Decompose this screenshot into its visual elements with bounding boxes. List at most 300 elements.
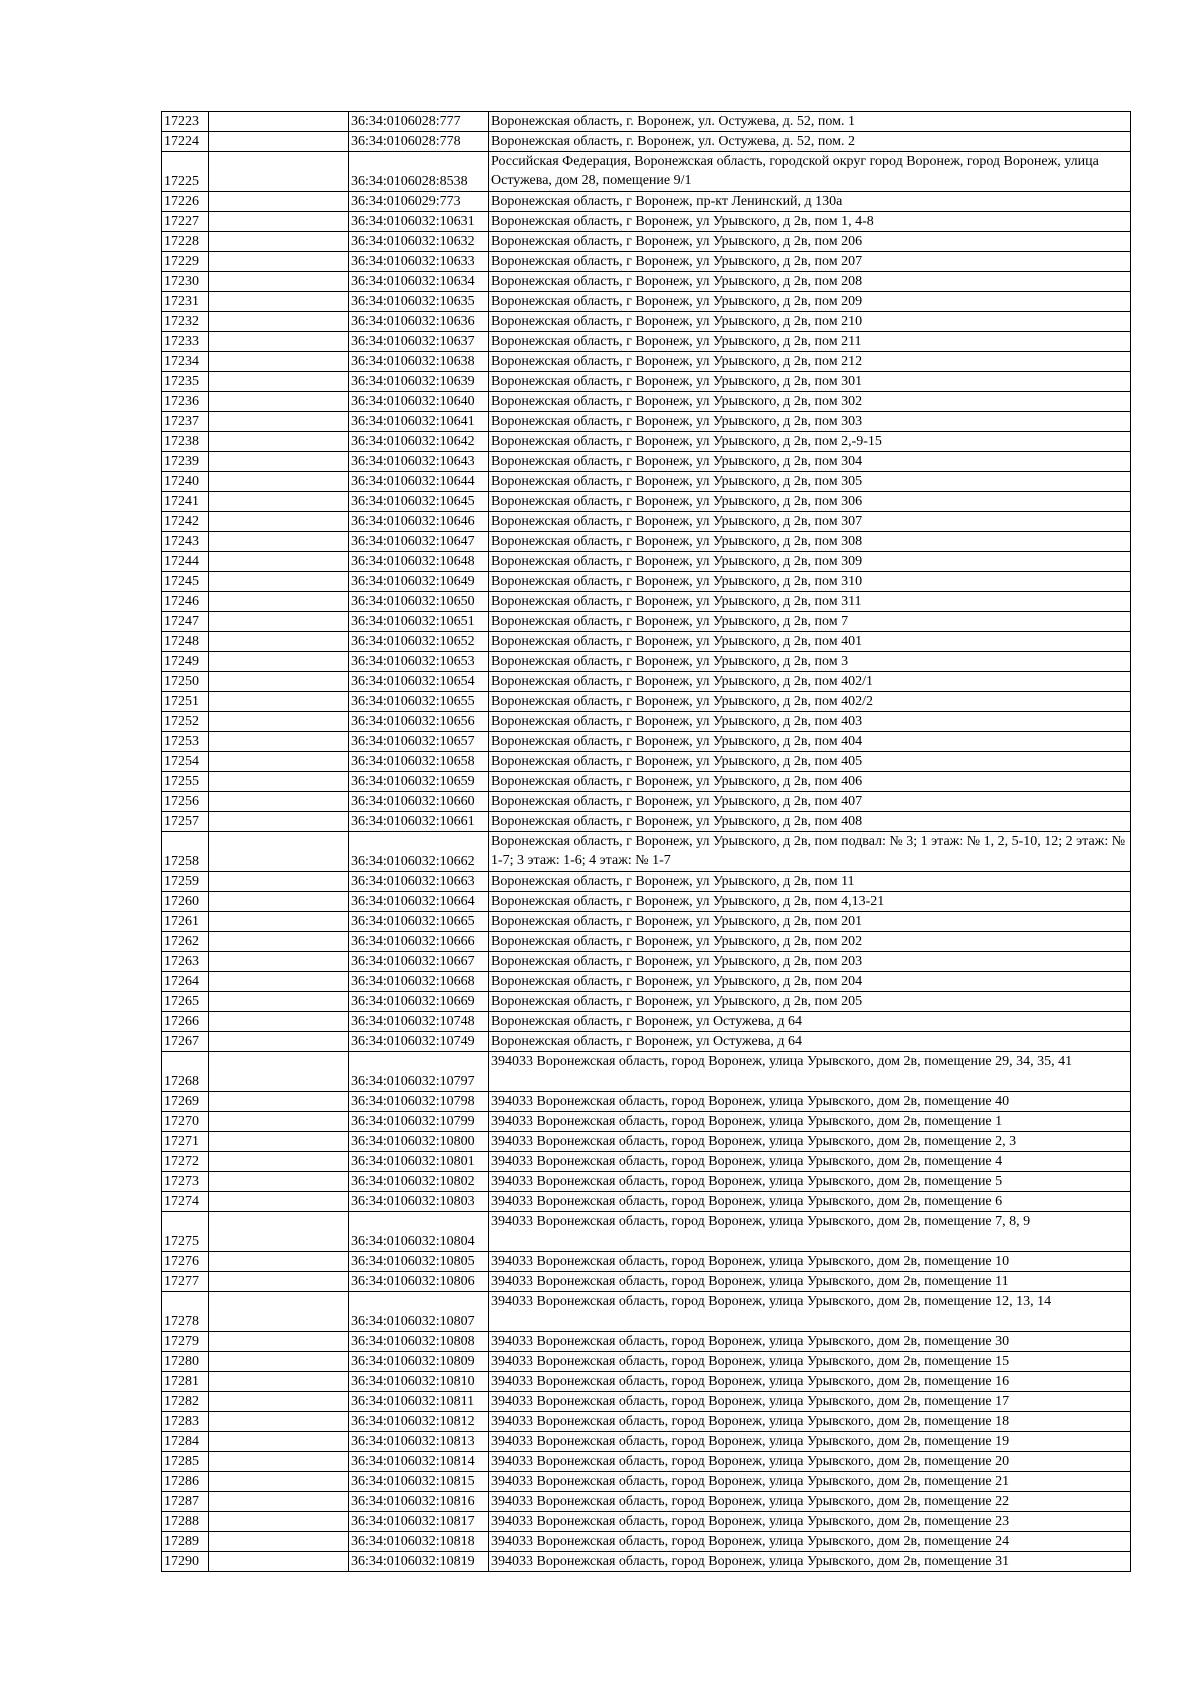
cadastral-number-cell: 36:34:0106032:10798 <box>349 1092 489 1112</box>
address-cell: Воронежская область, г Воронеж, ул Урывского, д 2в, пом 204 <box>489 972 1131 992</box>
registry-table <box>161 111 1131 1572</box>
row-number-cell: 17255 <box>162 772 209 792</box>
row-number-cell: 17238 <box>162 432 209 452</box>
address-cell: Воронежская область, г Воронеж, ул Урывского, д 2в, пом 408 <box>489 812 1131 832</box>
cadastral-number-cell: 36:34:0106032:10657 <box>349 732 489 752</box>
row-number-cell: 17246 <box>162 592 209 612</box>
cadastral-number-cell: 36:34:0106032:10811 <box>349 1392 489 1412</box>
row-number-cell: 17283 <box>162 1412 209 1432</box>
empty-cell <box>209 1552 349 1572</box>
address-cell: 394033 Воронежская область, город Воронеж, улица Урывского, дом 2в, помещение 5 <box>489 1172 1131 1192</box>
cadastral-number-cell: 36:34:0106032:10815 <box>349 1472 489 1492</box>
table-row <box>162 292 1131 312</box>
cadastral-number-cell: 36:34:0106032:10669 <box>349 992 489 1012</box>
cadastral-number-cell: 36:34:0106032:10814 <box>349 1452 489 1472</box>
empty-cell <box>209 292 349 312</box>
empty-cell <box>209 1372 349 1392</box>
row-number-cell: 17240 <box>162 472 209 492</box>
table-row <box>162 392 1131 412</box>
cadastral-number-cell: 36:34:0106028:8538 <box>349 152 489 192</box>
address-cell: 394033 Воронежская область, город Воронеж, улица Урывского, дом 2в, помещение 12, 13, 14 <box>489 1292 1131 1332</box>
row-number-cell: 17249 <box>162 652 209 672</box>
row-number-cell: 17230 <box>162 272 209 292</box>
row-number-cell: 17241 <box>162 492 209 512</box>
address-cell: Воронежская область, г Воронеж, ул Урывского, д 2в, пом 206 <box>489 232 1131 252</box>
cadastral-number-cell: 36:34:0106032:10664 <box>349 892 489 912</box>
empty-cell <box>209 792 349 812</box>
row-number-cell: 17287 <box>162 1492 209 1512</box>
cadastral-number-cell: 36:34:0106032:10819 <box>349 1552 489 1572</box>
address-cell: Воронежская область, г Воронеж, ул Урывского, д 2в, пом 209 <box>489 292 1131 312</box>
empty-cell <box>209 1472 349 1492</box>
address-cell: Воронежская область, г Воронеж, ул Урывского, д 2в, пом подвал: № 3; 1 этаж: № 1, 2, 5-10, 12; 2 этаж: № 1-7; 3 этаж: 1-6; 4 этаж: № 1-7 <box>489 832 1131 872</box>
table-row <box>162 332 1131 352</box>
table-row <box>162 1372 1131 1392</box>
address-cell: Воронежская область, г Воронеж, ул Урывского, д 2в, пом 407 <box>489 792 1131 812</box>
empty-cell <box>209 912 349 932</box>
row-number-cell: 17251 <box>162 692 209 712</box>
empty-cell <box>209 232 349 252</box>
row-number-cell: 17243 <box>162 532 209 552</box>
address-cell: Воронежская область, г Воронеж, ул Урывского, д 2в, пом 3 <box>489 652 1131 672</box>
empty-cell <box>209 972 349 992</box>
row-number-cell: 17280 <box>162 1352 209 1372</box>
table-row <box>162 752 1131 772</box>
table-row <box>162 992 1131 1012</box>
empty-cell <box>209 1452 349 1472</box>
address-cell: Воронежская область, г. Воронеж, ул. Остужева, д. 52, пом. 2 <box>489 132 1131 152</box>
address-cell: Воронежская область, г Воронеж, ул Урывского, д 2в, пом 301 <box>489 372 1131 392</box>
table-row <box>162 772 1131 792</box>
cadastral-number-cell: 36:34:0106032:10799 <box>349 1112 489 1132</box>
cadastral-number-cell: 36:34:0106032:10666 <box>349 932 489 952</box>
empty-cell <box>209 772 349 792</box>
row-number-cell: 17270 <box>162 1112 209 1132</box>
cadastral-number-cell: 36:34:0106032:10638 <box>349 352 489 372</box>
table-row <box>162 1212 1131 1252</box>
address-cell: Воронежская область, г Воронеж, пр-кт Ленинский, д 130а <box>489 192 1131 212</box>
table-row <box>162 612 1131 632</box>
address-cell: Воронежская область, г Воронеж, ул Урывского, д 2в, пом 310 <box>489 572 1131 592</box>
table-row <box>162 1012 1131 1032</box>
empty-cell <box>209 1512 349 1532</box>
address-cell: Воронежская область, г Воронеж, ул Урывского, д 2в, пом 405 <box>489 752 1131 772</box>
row-number-cell: 17269 <box>162 1092 209 1112</box>
empty-cell <box>209 312 349 332</box>
empty-cell <box>209 552 349 572</box>
empty-cell <box>209 652 349 672</box>
empty-cell <box>209 1052 349 1092</box>
address-cell: Воронежская область, г Воронеж, ул Остужева, д 64 <box>489 1012 1131 1032</box>
cadastral-number-cell: 36:34:0106029:773 <box>349 192 489 212</box>
table-row <box>162 512 1131 532</box>
row-number-cell: 17258 <box>162 832 209 872</box>
address-cell: Воронежская область, г Воронеж, ул Урывского, д 2в, пом 211 <box>489 332 1131 352</box>
cadastral-number-cell: 36:34:0106028:777 <box>349 112 489 132</box>
cadastral-number-cell: 36:34:0106032:10812 <box>349 1412 489 1432</box>
cadastral-number-cell: 36:34:0106032:10668 <box>349 972 489 992</box>
empty-cell <box>209 1152 349 1172</box>
row-number-cell: 17242 <box>162 512 209 532</box>
table-row <box>162 272 1131 292</box>
empty-cell <box>209 632 349 652</box>
table-row <box>162 832 1131 872</box>
table-row <box>162 1092 1131 1112</box>
address-cell: 394033 Воронежская область, город Воронеж, улица Урывского, дом 2в, помещение 6 <box>489 1192 1131 1212</box>
empty-cell <box>209 1172 349 1192</box>
cadastral-number-cell: 36:34:0106032:10817 <box>349 1512 489 1532</box>
cadastral-number-cell: 36:34:0106032:10658 <box>349 752 489 772</box>
cadastral-number-cell: 36:34:0106032:10801 <box>349 1152 489 1172</box>
row-number-cell: 17227 <box>162 212 209 232</box>
cadastral-number-cell: 36:34:0106032:10634 <box>349 272 489 292</box>
row-number-cell: 17276 <box>162 1252 209 1272</box>
address-cell: 394033 Воронежская область, город Воронеж, улица Урывского, дом 2в, помещение 11 <box>489 1272 1131 1292</box>
cadastral-number-cell: 36:34:0106032:10803 <box>349 1192 489 1212</box>
row-number-cell: 17225 <box>162 152 209 192</box>
empty-cell <box>209 192 349 212</box>
empty-cell <box>209 472 349 492</box>
cadastral-number-cell: 36:34:0106032:10748 <box>349 1012 489 1032</box>
table-row <box>162 672 1131 692</box>
cadastral-number-cell: 36:34:0106032:10635 <box>349 292 489 312</box>
table-row <box>162 632 1131 652</box>
address-cell: Воронежская область, г Воронеж, ул Урывского, д 2в, пом 404 <box>489 732 1131 752</box>
row-number-cell: 17267 <box>162 1032 209 1052</box>
row-number-cell: 17275 <box>162 1212 209 1252</box>
row-number-cell: 17271 <box>162 1132 209 1152</box>
cadastral-number-cell: 36:34:0106032:10632 <box>349 232 489 252</box>
table-row <box>162 932 1131 952</box>
row-number-cell: 17228 <box>162 232 209 252</box>
row-number-cell: 17260 <box>162 892 209 912</box>
address-cell: 394033 Воронежская область, город Воронеж, улица Урывского, дом 2в, помещение 10 <box>489 1252 1131 1272</box>
table-row <box>162 1432 1131 1452</box>
row-number-cell: 17274 <box>162 1192 209 1212</box>
table-row <box>162 412 1131 432</box>
empty-cell <box>209 812 349 832</box>
empty-cell <box>209 492 349 512</box>
cadastral-number-cell: 36:34:0106032:10809 <box>349 1352 489 1372</box>
table-row <box>162 812 1131 832</box>
address-cell: 394033 Воронежская область, город Воронеж, улица Урывского, дом 2в, помещение 29, 34, 35, 41 <box>489 1052 1131 1092</box>
table-row <box>162 552 1131 572</box>
row-number-cell: 17289 <box>162 1532 209 1552</box>
table-row <box>162 712 1131 732</box>
address-cell: 394033 Воронежская область, город Воронеж, улица Урывского, дом 2в, помещение 40 <box>489 1092 1131 1112</box>
row-number-cell: 17264 <box>162 972 209 992</box>
cadastral-number-cell: 36:34:0106032:10797 <box>349 1052 489 1092</box>
empty-cell <box>209 112 349 132</box>
row-number-cell: 17261 <box>162 912 209 932</box>
empty-cell <box>209 1492 349 1512</box>
row-number-cell: 17232 <box>162 312 209 332</box>
cadastral-number-cell: 36:34:0106032:10650 <box>349 592 489 612</box>
cadastral-number-cell: 36:34:0106032:10641 <box>349 412 489 432</box>
address-cell: 394033 Воронежская область, город Воронеж, улица Урывского, дом 2в, помещение 20 <box>489 1452 1131 1472</box>
empty-cell <box>209 352 349 372</box>
address-cell: Воронежская область, г Воронеж, ул Урывского, д 2в, пом 401 <box>489 632 1131 652</box>
empty-cell <box>209 452 349 472</box>
address-cell: 394033 Воронежская область, город Воронеж, улица Урывского, дом 2в, помещение 24 <box>489 1532 1131 1552</box>
row-number-cell: 17231 <box>162 292 209 312</box>
address-cell: 394033 Воронежская область, город Воронеж, улица Урывского, дом 2в, помещение 21 <box>489 1472 1131 1492</box>
table-row <box>162 1412 1131 1432</box>
empty-cell <box>209 832 349 872</box>
address-cell: Воронежская область, г Воронеж, ул Урывского, д 2в, пом 212 <box>489 352 1131 372</box>
row-number-cell: 17262 <box>162 932 209 952</box>
cadastral-number-cell: 36:34:0106032:10643 <box>349 452 489 472</box>
empty-cell <box>209 892 349 912</box>
empty-cell <box>209 572 349 592</box>
cadastral-number-cell: 36:34:0106032:10749 <box>349 1032 489 1052</box>
cadastral-number-cell: 36:34:0106032:10661 <box>349 812 489 832</box>
cadastral-number-cell: 36:34:0106032:10802 <box>349 1172 489 1192</box>
row-number-cell: 17257 <box>162 812 209 832</box>
empty-cell <box>209 1432 349 1452</box>
address-cell: Воронежская область, г Воронеж, ул Урывского, д 2в, пом 208 <box>489 272 1131 292</box>
row-number-cell: 17244 <box>162 552 209 572</box>
address-cell: Воронежская область, г Воронеж, ул Урывского, д 2в, пом 305 <box>489 472 1131 492</box>
row-number-cell: 17277 <box>162 1272 209 1292</box>
address-cell: Воронежская область, г Воронеж, ул Урывского, д 2в, пом 307 <box>489 512 1131 532</box>
address-cell: Воронежская область, г Воронеж, ул Урывского, д 2в, пом 311 <box>489 592 1131 612</box>
table-row <box>162 1152 1131 1172</box>
address-cell: Воронежская область, г Воронеж, ул Урывского, д 2в, пом 303 <box>489 412 1131 432</box>
address-cell: 394033 Воронежская область, город Воронеж, улица Урывского, дом 2в, помещение 31 <box>489 1552 1131 1572</box>
empty-cell <box>209 1292 349 1332</box>
address-cell: 394033 Воронежская область, город Воронеж, улица Урывского, дом 2в, помещение 30 <box>489 1332 1131 1352</box>
row-number-cell: 17288 <box>162 1512 209 1532</box>
row-number-cell: 17234 <box>162 352 209 372</box>
row-number-cell: 17263 <box>162 952 209 972</box>
cadastral-number-cell: 36:34:0106032:10653 <box>349 652 489 672</box>
address-cell: Воронежская область, г Воронеж, ул Урывского, д 2в, пом 1, 4-8 <box>489 212 1131 232</box>
table-row <box>162 1172 1131 1192</box>
address-cell: Воронежская область, г Воронеж, ул Урывского, д 2в, пом 201 <box>489 912 1131 932</box>
cadastral-number-cell: 36:34:0106032:10636 <box>349 312 489 332</box>
row-number-cell: 17253 <box>162 732 209 752</box>
address-cell: 394033 Воронежская область, город Воронеж, улица Урывского, дом 2в, помещение 22 <box>489 1492 1131 1512</box>
empty-cell <box>209 1352 349 1372</box>
table-row <box>162 1332 1131 1352</box>
table-row <box>162 312 1131 332</box>
row-number-cell: 17278 <box>162 1292 209 1332</box>
table-row <box>162 952 1131 972</box>
table-row <box>162 492 1131 512</box>
cadastral-number-cell: 36:34:0106032:10631 <box>349 212 489 232</box>
empty-cell <box>209 932 349 952</box>
address-cell: 394033 Воронежская область, город Воронеж, улица Урывского, дом 2в, помещение 19 <box>489 1432 1131 1452</box>
cadastral-number-cell: 36:34:0106032:10807 <box>349 1292 489 1332</box>
empty-cell <box>209 592 349 612</box>
empty-cell <box>209 1112 349 1132</box>
address-cell: Воронежская область, г Воронеж, ул Урывского, д 2в, пом 309 <box>489 552 1131 572</box>
address-cell: Воронежская область, г Воронеж, ул Урывского, д 2в, пом 4,13-21 <box>489 892 1131 912</box>
table-row <box>162 112 1131 132</box>
table-row <box>162 1292 1131 1332</box>
table-row <box>162 1532 1131 1552</box>
empty-cell <box>209 412 349 432</box>
table-row <box>162 1052 1131 1092</box>
empty-cell <box>209 332 349 352</box>
table-row <box>162 232 1131 252</box>
address-cell: Воронежская область, г Воронеж, ул Урывского, д 2в, пом 2,-9-15 <box>489 432 1131 452</box>
table-row <box>162 912 1131 932</box>
address-cell: Воронежская область, г Воронеж, ул Урывского, д 2в, пом 7 <box>489 612 1131 632</box>
cadastral-number-cell: 36:34:0106032:10659 <box>349 772 489 792</box>
cadastral-number-cell: 36:34:0106032:10639 <box>349 372 489 392</box>
row-number-cell: 17252 <box>162 712 209 732</box>
table-row <box>162 352 1131 372</box>
table-row <box>162 1192 1131 1212</box>
address-cell: 394033 Воронежская область, город Воронеж, улица Урывского, дом 2в, помещение 2, 3 <box>489 1132 1131 1152</box>
cadastral-number-cell: 36:34:0106032:10656 <box>349 712 489 732</box>
row-number-cell: 17259 <box>162 872 209 892</box>
table-row <box>162 252 1131 272</box>
empty-cell <box>209 1132 349 1152</box>
address-cell: Российская Федерация, Воронежская область, городской округ город Воронеж, город Воронеж, улица Остужева, дом 28, помещение 9/1 <box>489 152 1131 192</box>
table-row <box>162 1252 1131 1272</box>
cadastral-number-cell: 36:34:0106032:10813 <box>349 1432 489 1452</box>
row-number-cell: 17273 <box>162 1172 209 1192</box>
table-row <box>162 652 1131 672</box>
table-row <box>162 132 1131 152</box>
cadastral-number-cell: 36:34:0106032:10654 <box>349 672 489 692</box>
row-number-cell: 17282 <box>162 1392 209 1412</box>
address-cell: 394033 Воронежская область, город Воронеж, улица Урывского, дом 2в, помещение 1 <box>489 1112 1131 1132</box>
cadastral-number-cell: 36:34:0106032:10667 <box>349 952 489 972</box>
table-row <box>162 1032 1131 1052</box>
cadastral-number-cell: 36:34:0106032:10647 <box>349 532 489 552</box>
table-row <box>162 1132 1131 1152</box>
address-cell: Воронежская область, г Воронеж, ул Урывского, д 2в, пом 203 <box>489 952 1131 972</box>
empty-cell <box>209 432 349 452</box>
empty-cell <box>209 392 349 412</box>
row-number-cell: 17256 <box>162 792 209 812</box>
empty-cell <box>209 1012 349 1032</box>
address-cell: 394033 Воронежская область, город Воронеж, улица Урывского, дом 2в, помещение 23 <box>489 1512 1131 1532</box>
table-row <box>162 1452 1131 1472</box>
empty-cell <box>209 1532 349 1552</box>
table-row <box>162 212 1131 232</box>
empty-cell <box>209 1412 349 1432</box>
row-number-cell: 17226 <box>162 192 209 212</box>
empty-cell <box>209 372 349 392</box>
cadastral-number-cell: 36:34:0106032:10640 <box>349 392 489 412</box>
registry-table-body <box>162 112 1131 1572</box>
address-cell: Воронежская область, г Воронеж, ул Урывского, д 2в, пом 308 <box>489 532 1131 552</box>
empty-cell <box>209 872 349 892</box>
row-number-cell: 17247 <box>162 612 209 632</box>
table-row <box>162 972 1131 992</box>
row-number-cell: 17245 <box>162 572 209 592</box>
cadastral-number-cell: 36:34:0106032:10804 <box>349 1212 489 1252</box>
cadastral-number-cell: 36:34:0106032:10810 <box>349 1372 489 1392</box>
row-number-cell: 17223 <box>162 112 209 132</box>
row-number-cell: 17235 <box>162 372 209 392</box>
address-cell: Воронежская область, г Воронеж, ул Остужева, д 64 <box>489 1032 1131 1052</box>
empty-cell <box>209 532 349 552</box>
address-cell: Воронежская область, г Воронеж, ул Урывского, д 2в, пом 11 <box>489 872 1131 892</box>
table-row <box>162 372 1131 392</box>
cadastral-number-cell: 36:34:0106032:10800 <box>349 1132 489 1152</box>
row-number-cell: 17254 <box>162 752 209 772</box>
cadastral-number-cell: 36:34:0106032:10651 <box>349 612 489 632</box>
address-cell: Воронежская область, г Воронеж, ул Урывского, д 2в, пом 205 <box>489 992 1131 1012</box>
empty-cell <box>209 132 349 152</box>
empty-cell <box>209 1252 349 1272</box>
cadastral-number-cell: 36:34:0106032:10806 <box>349 1272 489 1292</box>
empty-cell <box>209 732 349 752</box>
table-row <box>162 1112 1131 1132</box>
row-number-cell: 17285 <box>162 1452 209 1472</box>
cadastral-number-cell: 36:34:0106032:10816 <box>349 1492 489 1512</box>
empty-cell <box>209 752 349 772</box>
table-row <box>162 872 1131 892</box>
row-number-cell: 17265 <box>162 992 209 1012</box>
table-row <box>162 432 1131 452</box>
cadastral-number-cell: 36:34:0106032:10652 <box>349 632 489 652</box>
row-number-cell: 17281 <box>162 1372 209 1392</box>
empty-cell <box>209 252 349 272</box>
address-cell: Воронежская область, г Воронеж, ул Урывского, д 2в, пом 202 <box>489 932 1131 952</box>
row-number-cell: 17250 <box>162 672 209 692</box>
row-number-cell: 17272 <box>162 1152 209 1172</box>
row-number-cell: 17290 <box>162 1552 209 1572</box>
table-row <box>162 152 1131 192</box>
address-cell: Воронежская область, г Воронеж, ул Урывского, д 2в, пом 207 <box>489 252 1131 272</box>
empty-cell <box>209 1032 349 1052</box>
row-number-cell: 17236 <box>162 392 209 412</box>
empty-cell <box>209 1212 349 1252</box>
table-row <box>162 1392 1131 1412</box>
address-cell: Воронежская область, г Воронеж, ул Урывского, д 2в, пом 210 <box>489 312 1131 332</box>
cadastral-number-cell: 36:34:0106032:10648 <box>349 552 489 572</box>
table-row <box>162 792 1131 812</box>
cadastral-number-cell: 36:34:0106028:778 <box>349 132 489 152</box>
row-number-cell: 17248 <box>162 632 209 652</box>
address-cell: Воронежская область, г Воронеж, ул Урывского, д 2в, пом 406 <box>489 772 1131 792</box>
empty-cell <box>209 152 349 192</box>
address-cell: Воронежская область, г. Воронеж, ул. Остужева, д. 52, пом. 1 <box>489 112 1131 132</box>
cadastral-number-cell: 36:34:0106032:10655 <box>349 692 489 712</box>
table-row <box>162 1272 1131 1292</box>
table-row <box>162 892 1131 912</box>
table-row <box>162 1512 1131 1532</box>
cadastral-number-cell: 36:34:0106032:10637 <box>349 332 489 352</box>
table-row <box>162 592 1131 612</box>
empty-cell <box>209 952 349 972</box>
table-row <box>162 1552 1131 1572</box>
cadastral-number-cell: 36:34:0106032:10662 <box>349 832 489 872</box>
empty-cell <box>209 212 349 232</box>
table-row <box>162 572 1131 592</box>
row-number-cell: 17224 <box>162 132 209 152</box>
cadastral-number-cell: 36:34:0106032:10660 <box>349 792 489 812</box>
table-row <box>162 1492 1131 1512</box>
empty-cell <box>209 1392 349 1412</box>
address-cell: 394033 Воронежская область, город Воронеж, улица Урывского, дом 2в, помещение 17 <box>489 1392 1131 1412</box>
address-cell: 394033 Воронежская область, город Воронеж, улица Урывского, дом 2в, помещение 15 <box>489 1352 1131 1372</box>
cadastral-number-cell: 36:34:0106032:10633 <box>349 252 489 272</box>
cadastral-number-cell: 36:34:0106032:10663 <box>349 872 489 892</box>
row-number-cell: 17239 <box>162 452 209 472</box>
empty-cell <box>209 1092 349 1112</box>
cadastral-number-cell: 36:34:0106032:10818 <box>349 1532 489 1552</box>
cadastral-number-cell: 36:34:0106032:10805 <box>349 1252 489 1272</box>
address-cell: 394033 Воронежская область, город Воронеж, улица Урывского, дом 2в, помещение 7, 8, 9 <box>489 1212 1131 1252</box>
